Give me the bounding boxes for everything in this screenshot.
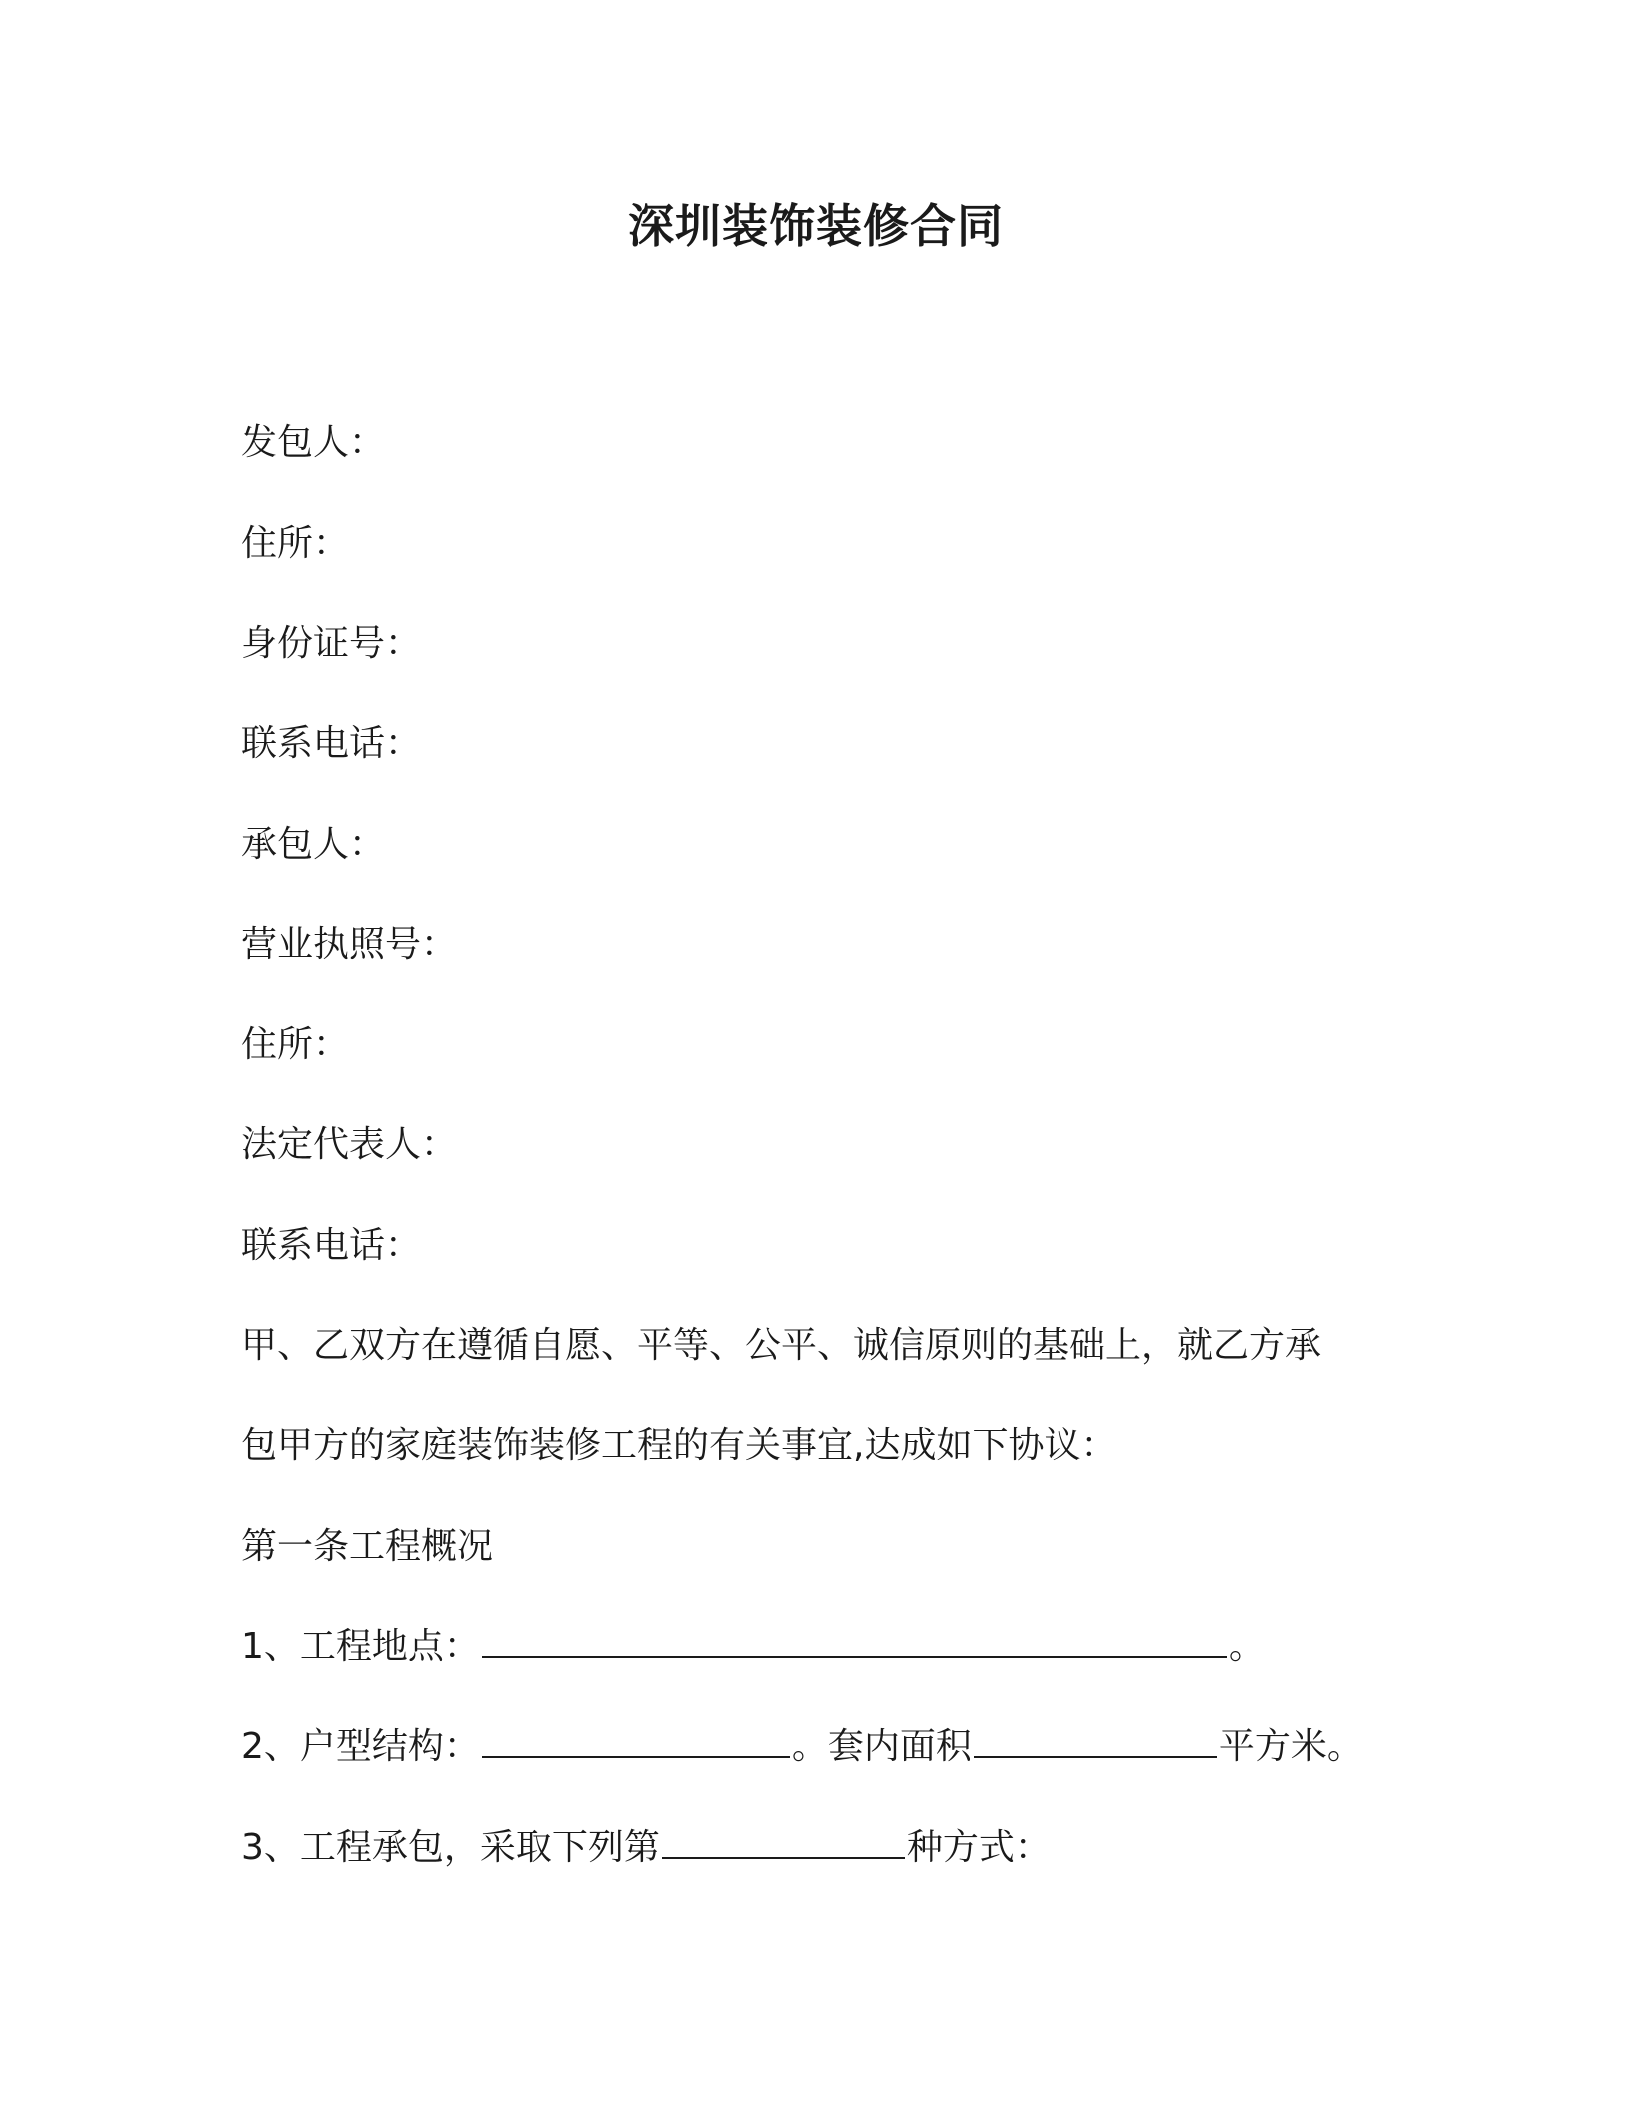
article-1-heading: 第一条工程概况 bbox=[241, 1526, 494, 1567]
legal-representative-label: 法定代表人： bbox=[241, 1124, 458, 1165]
contractor-label: 承包人： bbox=[241, 824, 386, 865]
item-1-suffix: 。 bbox=[1228, 1626, 1265, 1667]
document-title: 深圳装饰装修合同 bbox=[628, 199, 1004, 253]
contractor-address-label: 住所： bbox=[241, 1024, 350, 1065]
item-1-project-location bbox=[241, 1622, 1265, 1672]
item-3-contracting-method bbox=[241, 1823, 1051, 1873]
method-number-blank bbox=[662, 1827, 905, 1859]
employer-phone-label: 联系电话： bbox=[241, 723, 422, 764]
item-2-layout-structure bbox=[241, 1722, 1363, 1772]
item-3-label: 3、工程承包，采取下列第 bbox=[241, 1827, 660, 1868]
layout-structure-blank bbox=[482, 1726, 790, 1758]
intro-paragraph-line-1: 甲、乙双方在遵循自愿、平等、公平、诚信原则的基础上，就乙方承 bbox=[241, 1325, 1322, 1366]
contractor-phone-label: 联系电话： bbox=[241, 1225, 422, 1266]
item-1-label: 1、工程地点： bbox=[241, 1626, 480, 1667]
item-2-suffix: 平方米。 bbox=[1218, 1726, 1363, 1767]
item-2-middle: 。套内面积 bbox=[791, 1726, 972, 1767]
id-number-label: 身份证号： bbox=[241, 623, 422, 664]
item-3-suffix: 种方式： bbox=[906, 1827, 1051, 1868]
inner-area-blank bbox=[974, 1726, 1217, 1758]
intro-paragraph-line-2: 包甲方的家庭装饰装修工程的有关事宜,达成如下协议： bbox=[241, 1425, 1117, 1466]
location-blank bbox=[482, 1626, 1227, 1658]
employer-label: 发包人： bbox=[241, 422, 386, 463]
item-2-label: 2、户型结构： bbox=[241, 1726, 480, 1767]
business-license-label: 营业执照号： bbox=[241, 924, 458, 965]
employer-address-label: 住所： bbox=[241, 523, 350, 564]
